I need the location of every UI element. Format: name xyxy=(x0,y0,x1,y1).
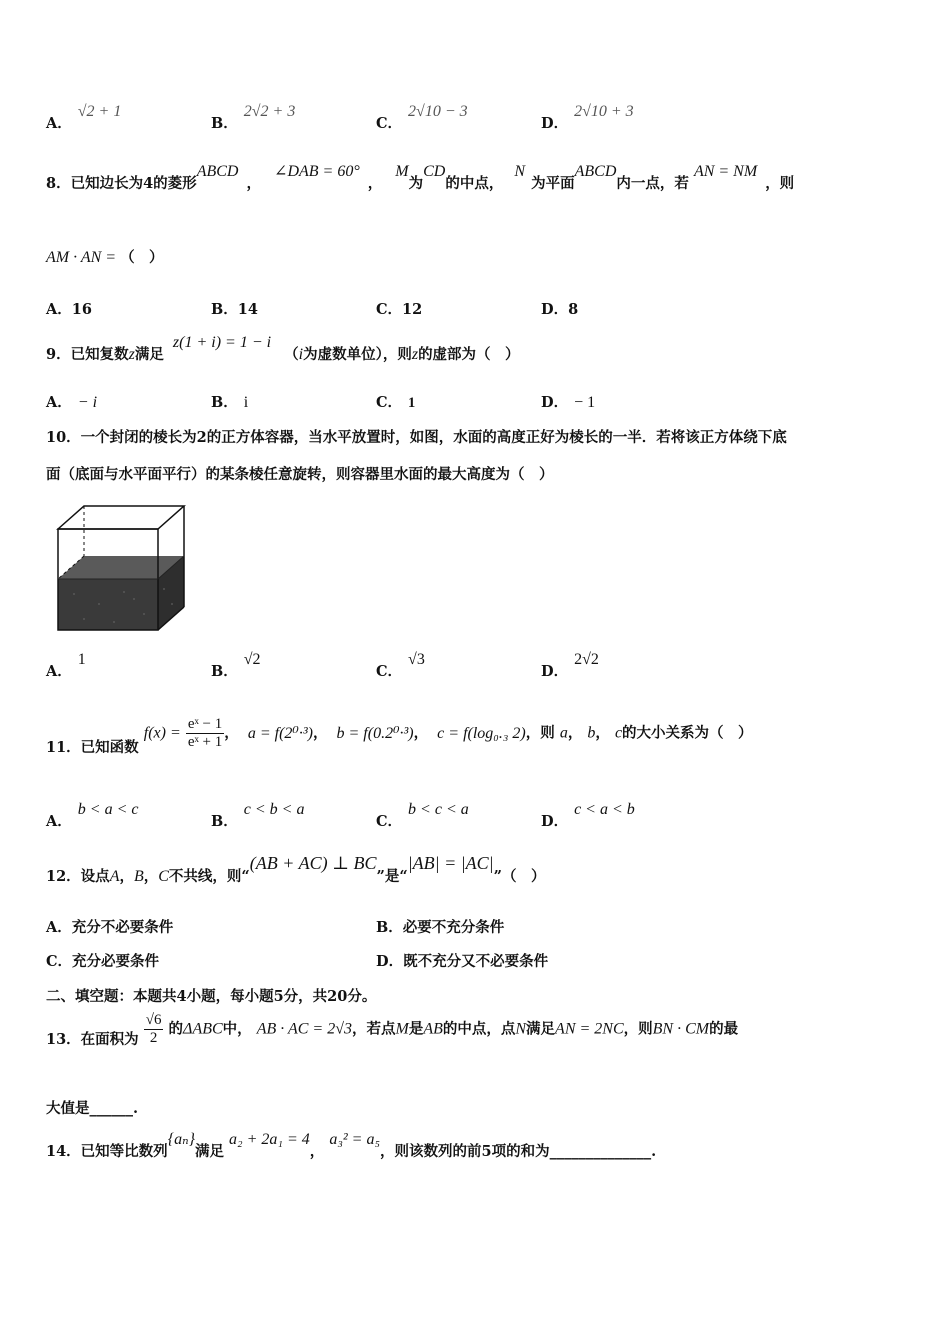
water-front-face xyxy=(58,579,158,630)
q13-stem: 13．在面积为 $\frac{√6}{2}$ 的ΔABC中， AB · AC = 2√3，若点M是AB的中点，点N满足AN = 2NC，则BN · CM的最 xyxy=(46,1012,739,1048)
q13-stem-line2: 大值是______. xyxy=(46,1100,139,1117)
q12-option-c: C．充分必要条件 xyxy=(46,953,160,970)
q11-stem: 11．已知函数 f(x) = $\frac{\text{eˣ − 1}}{\text{eˣ + 1}}$ ， a = f(2⁰·³)， b = f(0.2⁰·³)， c = f(log₀.₃ 2)，则 a， b， c的大小关系为（ ） xyxy=(46,716,753,756)
q9-option-c: C． 1 xyxy=(376,394,416,411)
cube-container-figure xyxy=(54,504,186,634)
section-2-heading: 二、填空题：本题共4小题，每小题5分，共20分。 xyxy=(46,988,377,1005)
q10-stem-line1: 10．一个封闭的棱长为2的正方体容器，当水平放置时，如图，水面的高度正好为棱长的一半．若将该正方体绕下底 xyxy=(46,429,787,446)
q11-option-b: B．c < b < a xyxy=(211,801,305,830)
q11-option-d: D．c < a < b xyxy=(541,801,635,830)
q8-option-b: B．14 xyxy=(211,301,258,318)
q11-option-a: A．b < a < c xyxy=(46,801,139,830)
q11-option-c: C．b < c < a xyxy=(376,801,469,830)
q7-option-d: D．2√10 + 3 xyxy=(541,103,634,132)
q7-option-c: C．2√10 − 3 xyxy=(376,103,468,132)
q7-option-a: A．√2 + 1 xyxy=(46,103,122,132)
q9-option-b: B． i xyxy=(211,394,249,411)
q9-option-a: A． − i xyxy=(46,394,98,411)
q10-option-c: C．√3 xyxy=(376,651,425,680)
q9-stem: 9．已知复数z满足 z(1 + i) = 1 − i （i为虚数单位），则z的虚部为（ ） xyxy=(46,334,520,363)
q8-stem-line2: AM · AN = （ ） xyxy=(46,249,164,266)
q9-option-d: D． − 1 xyxy=(541,394,596,411)
q8-option-a: A．16 xyxy=(46,301,92,318)
q12-option-d: D．既不充分又不必要条件 xyxy=(376,953,549,970)
q10-stem-line2: 面（底面与水平面平行）的某条棱任意旋转，则容器里水面的最大高度为（ ） xyxy=(46,466,554,483)
q11-fraction: $\frac{\text{eˣ − 1}}{\text{eˣ + 1}}$ xyxy=(187,716,223,750)
q12-option-a: A．充分不必要条件 xyxy=(46,919,174,936)
q12-option-b: B．必要不充分条件 xyxy=(376,919,505,936)
q10-option-a: A．1 xyxy=(46,651,86,680)
q10-option-b: B．√2 xyxy=(211,651,261,680)
q8-option-d: D．8 xyxy=(541,301,579,318)
q8-option-c: C．12 xyxy=(376,301,423,318)
q7-option-b: B．2√2 + 3 xyxy=(211,103,296,132)
q12-stem: 12．设点A，B，C不共线，则“(AB + AC) ⊥ BC”是“|AB| = |AC|”（ ） xyxy=(46,853,546,885)
q13-fraction: $\frac{√6}{2}$ xyxy=(145,1012,162,1046)
q10-option-d: D．2√2 xyxy=(541,651,599,680)
q14-stem: 14．已知等比数列{aₙ}满足 a₂ + 2a₁ = 4， a₃² = a₅，则该数列的前5项的和为______________. xyxy=(46,1131,657,1160)
q8-stem: 8．已知边长为4的菱形ABCD， ∠DAB = 60°， M为CD的中点， N为平面ABCD内一点，若 AN = NM，则 xyxy=(46,163,795,192)
